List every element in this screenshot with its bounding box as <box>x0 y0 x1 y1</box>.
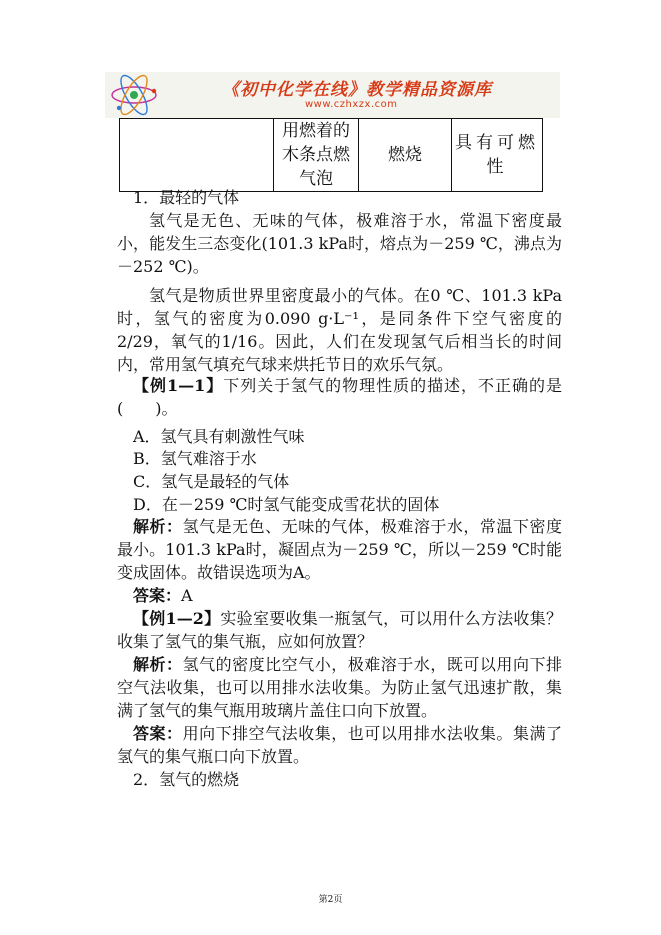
answer-paragraph <box>117 584 562 607</box>
table-cell: 具有可燃性 <box>452 119 543 192</box>
analysis-paragraph <box>117 653 562 722</box>
option-d: D．在－259 ℃时氢气能变成雪花状的固体 <box>133 495 440 514</box>
table-cell: 用燃着的木条点燃气泡 <box>274 119 359 192</box>
section-heading: 2．氢气的燃烧 <box>133 770 240 789</box>
example-text: 下列关于氢气的物理性质的描述，不正确的是( )。 <box>117 376 562 418</box>
analysis-text: 氢气是无色、无味的气体，极难溶于水，常温下密度最小。101.3 kPa时，凝固点为－259 ℃，所以－259 ℃时能变成固体。故错误选项为A。 <box>117 517 562 582</box>
example-question <box>117 607 562 653</box>
example-label: 【例1—2】 <box>133 609 221 628</box>
comparison-table <box>119 118 543 192</box>
page-number: 第2页 <box>318 895 343 905</box>
paragraph: 氢气是无色、无味的气体，极难溶于水，常温下密度最小，能发生三态变化(101.3 kPa时，熔点为－259 ℃，沸点为－252 ℃)。 <box>117 211 562 276</box>
answer-label: 答案： <box>133 724 183 743</box>
option-c: C．氢气是最轻的气体 <box>133 472 290 491</box>
example-text: 实验室要收集一瓶氢气，可以用什么方法收集？收集了氢气的集气瓶，应如何放置？ <box>117 609 562 651</box>
header-url[interactable]: www.czhxzx.com <box>305 99 398 110</box>
example-label: 【例1—1】 <box>133 376 224 395</box>
analysis-text: 氢气的密度比空气小，极难溶于水，既可以用向下排空气法收集，也可以用排水法收集。为防止氢气迅速扩散，集满了氢气的集气瓶用玻璃片盖住口向下放置。 <box>117 655 562 720</box>
analysis-label: 解析： <box>133 517 183 536</box>
answer-label: 答案： <box>133 586 182 605</box>
header-banner <box>105 72 560 118</box>
table-cell <box>120 119 274 192</box>
analysis-label: 解析： <box>133 655 183 674</box>
table-cell: 燃烧 <box>359 119 452 192</box>
answer-text: 用向下排空气法收集，也可以用排水法收集。集满了氢气的集气瓶口向下放置。 <box>117 724 562 766</box>
answer-paragraph <box>117 722 562 768</box>
option-a: A．氢气具有刺激性气味 <box>133 427 305 446</box>
table-row <box>120 119 543 192</box>
header-title: 《初中化学在线》教学精品资源库 <box>222 80 492 100</box>
analysis-paragraph <box>117 515 562 584</box>
atom-logo-icon <box>105 72 163 118</box>
section-heading: 1．最轻的气体 <box>133 188 240 207</box>
example-question <box>117 374 562 420</box>
answer-text: A <box>181 586 193 605</box>
paragraph: 氢气是物质世界里密度最小的气体。在0 ℃、101.3 kPa时，氢气的密度为0.090 g·L⁻¹，是同条件下空气密度的2/29，氧气的1/16。因此，人们在发现氢气后相当长的时间内，常用氢气填充气球来烘托节日的欢乐气氛。 <box>117 286 562 374</box>
option-b: B．氢气难溶于水 <box>133 449 257 468</box>
